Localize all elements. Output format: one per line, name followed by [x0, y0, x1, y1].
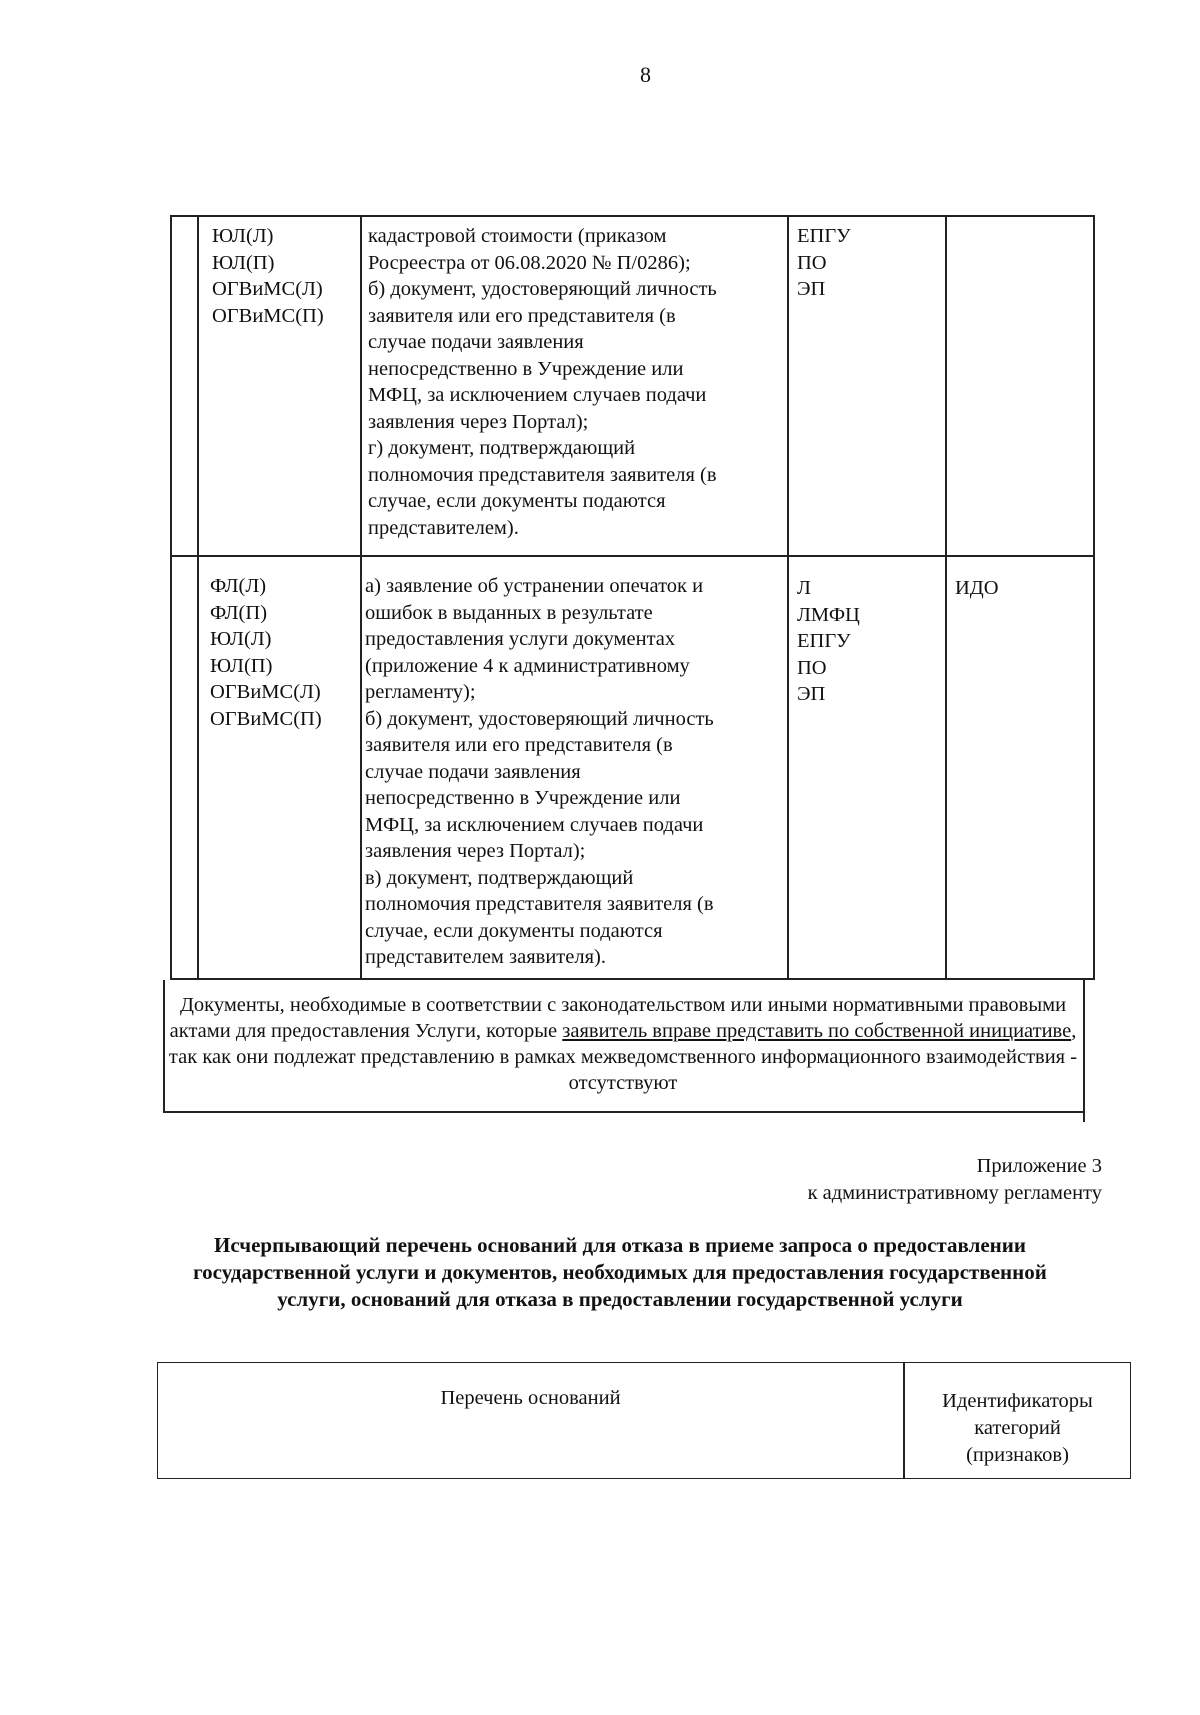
note-underlined: заявитель вправе представить по собственной инициативе: [562, 1020, 1072, 1042]
note-text-end: , так как они подлежат представлению в рамках межведомственного информационного взаимодействия - отсутствуют: [168, 1020, 1078, 1094]
row1-documents: кадастровой стоимости (приказом Росреестра от 06.08.2020 № П/0286); б) документ, удостоверяющий личность заявителя или его представителя (в случае подачи заявления непосредственно в Учреждение или МФЦ, за исключением случаев подачи заявления через Портал); г) документ, подтверждающий полномочия представителя заявителя (в случае, если документы подаются представителем).: [368, 225, 717, 539]
row1-categories: ЮЛ(Л) ЮЛ(П) ОГВиМС(Л) ОГВиМС(П): [212, 225, 324, 327]
appendix-caption: [808, 1153, 1102, 1207]
row2-categories: ФЛ(Л) ФЛ(П) ЮЛ(Л) ЮЛ(П) ОГВиМС(Л) ОГВиМС(П): [210, 575, 322, 730]
row1-methods: ЕПГУ ПО ЭП: [797, 225, 851, 300]
grounds-table: [157, 1362, 1131, 1479]
grounds-column-header: Перечень оснований: [440, 1387, 621, 1409]
row2-result: ИДО: [955, 577, 999, 599]
note-text: Документы, необходимые в соответствии с законодательством или иными нормативными правовыми актами для предоставления Услуги, которые: [169, 994, 1067, 1042]
appendix-number: Приложение 3: [976, 1155, 1102, 1177]
documents-table: [170, 215, 1095, 980]
appendix-subtitle: к административному регламенту: [807, 1182, 1102, 1204]
interdepartmental-note: [163, 992, 1083, 1096]
page-number: 8: [640, 62, 651, 87]
identifiers-column-header: Идентификаторы категорий (признаков): [942, 1390, 1093, 1466]
section-heading: Исчерпывающий перечень оснований для отказа в приеме запроса о предоставлении государственной услуги и документов, необходимых для предоставления государственной услуги, оснований для отказа в предоставлении государственной услуги: [193, 1233, 1047, 1311]
row2-methods: Л ЛМФЦ ЕПГУ ПО ЭП: [797, 577, 860, 705]
row2-documents: а) заявление об устранении опечаток и ошибок в выданных в результате предоставления услуги документах (приложение 4 к административному регламенту); б) документ, удостоверяющий личность заявителя или его представителя (в случае подачи заявления непосредственно в Учреждение или МФЦ, за исключением случаев подачи заявления через Портал); в) документ, подтверждающий полномочия представителя заявителя (в случае, если документы подаются представителем заявителя).: [365, 575, 714, 968]
